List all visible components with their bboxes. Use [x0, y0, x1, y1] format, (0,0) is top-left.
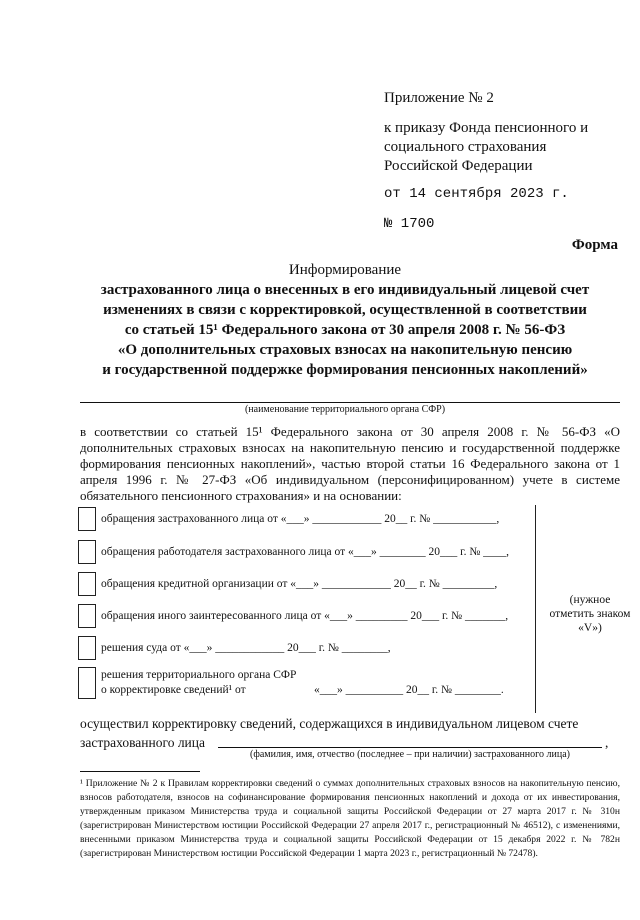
- option-row: [78, 636, 391, 660]
- mark-note-line: (нужное: [569, 594, 611, 606]
- order-number: № 1700: [384, 216, 435, 232]
- option-label: решения суда от «___» ____________ 20___ г. № ________,: [101, 642, 391, 654]
- order-line: Российской Федерации: [384, 158, 533, 174]
- order-date: от 14 сентября 2023 г.: [384, 186, 569, 202]
- organ-name-field[interactable]: [80, 402, 620, 403]
- insured-name-field[interactable]: [218, 747, 602, 748]
- option-label: обращения работодателя застрахованного лица от «___» ________ 20___ г. № ____,: [101, 546, 510, 558]
- footnote-separator: [80, 771, 200, 772]
- option-checkbox[interactable]: [78, 507, 96, 531]
- bracket-divider: [535, 505, 536, 713]
- option-label: обращения иного заинтересованного лица от «___» _________ 20___ г. № _______,: [101, 610, 509, 622]
- title-line: изменениях в связи с корректировкой, осуществленной в соответствии: [103, 302, 587, 318]
- option-row: [78, 540, 509, 564]
- title-line: «О дополнительных страховых взносах на накопительную пенсию: [117, 342, 573, 358]
- order-line: социального страхования: [384, 139, 547, 155]
- mark-note-line: отметить знаком: [549, 608, 631, 620]
- option-row: [78, 572, 497, 596]
- option-row: [78, 604, 508, 628]
- title-line: и государственной поддержке формирования пенсионных накоплений»: [102, 362, 588, 378]
- option-label: решения территориального органа СФР: [101, 669, 297, 681]
- option-label: обращения кредитной организации от «___» ____________ 20__ г. № _________,: [101, 578, 498, 590]
- title-line: со статьей 15¹ Федерального закона от 30 апреля 2008 г. № 56-ФЗ: [124, 322, 566, 338]
- option-checkbox[interactable]: [78, 636, 96, 660]
- mark-note-line: «V»): [578, 622, 602, 634]
- option-label: обращения застрахованного лица от «___» ____________ 20__ г. № ___________,: [101, 513, 500, 525]
- option-label: о корректировке сведений¹ от: [101, 684, 246, 696]
- organ-caption: (наименование территориального органа СФР): [244, 404, 446, 415]
- mark-note: [540, 593, 640, 635]
- option-checkbox[interactable]: [78, 540, 96, 564]
- option-date: «___» __________ 20__ г. № ________.: [314, 684, 504, 696]
- order-line: к приказу Фонда пенсионного и: [384, 120, 589, 136]
- conclusion-line: осуществил корректировку сведений, содержащихся в индивидуальном лицевом счете: [80, 716, 579, 731]
- option-checkbox[interactable]: [78, 667, 96, 699]
- insured-name-caption: (фамилия, имя, отчество (последнее – при наличии) застрахованного лица): [250, 749, 570, 760]
- option-row: [78, 507, 499, 531]
- title-line: застрахованного лица о внесенных в его индивидуальный лицевой счет: [100, 282, 590, 298]
- option-checkbox[interactable]: [78, 604, 96, 628]
- option-row: [78, 667, 504, 699]
- footnote: ¹ Приложение № 2 к Правилам корректировки сведений о суммах дополнительных страховых взносов на накопительную пенсию, взносов работодателя, взносов на софинансирование формирования пенсионных накоплений и дохода от их инвестирования, утвержденным приказом Министерства труда и социальной защиты Российской Федерации от 27 марта 2017 г. № 310н (зарегистрирован Министерством юстиции Российской Федерации 27 апреля 2017 г., регистрационный № 46512), с изменениями, внесенными приказом Министерства труда и социальной защиты Российской Федерации от 15 декабря 2022 г. № 782н (зарегистрирован Министерством юстиции Российской Федерации 1 марта 2023 г., регистрационный № 72478).: [80, 778, 620, 859]
- body-paragraph: в соответствии со статьей 15¹ Федерального закона от 30 апреля 2008 г. № 56-ФЗ «О дополнительных страховых взносах на накопительную пенсию и государственной поддержке формирования пенсионных накоплений», частью второй статьи 16 Федерального закона от 1 апреля 1996 г. № 27-ФЗ «Об индивидуальном (персонифицированном) учете в системе обязательного пенсионного страхования» и на основании:: [80, 424, 620, 503]
- conclusion-line: застрахованного лица: [80, 735, 206, 750]
- option-checkbox[interactable]: [78, 572, 96, 596]
- comma: ,: [605, 735, 609, 750]
- document-title: Информирование: [288, 262, 402, 278]
- form-label: Форма: [571, 237, 618, 253]
- appendix-label: Приложение № 2: [384, 90, 494, 106]
